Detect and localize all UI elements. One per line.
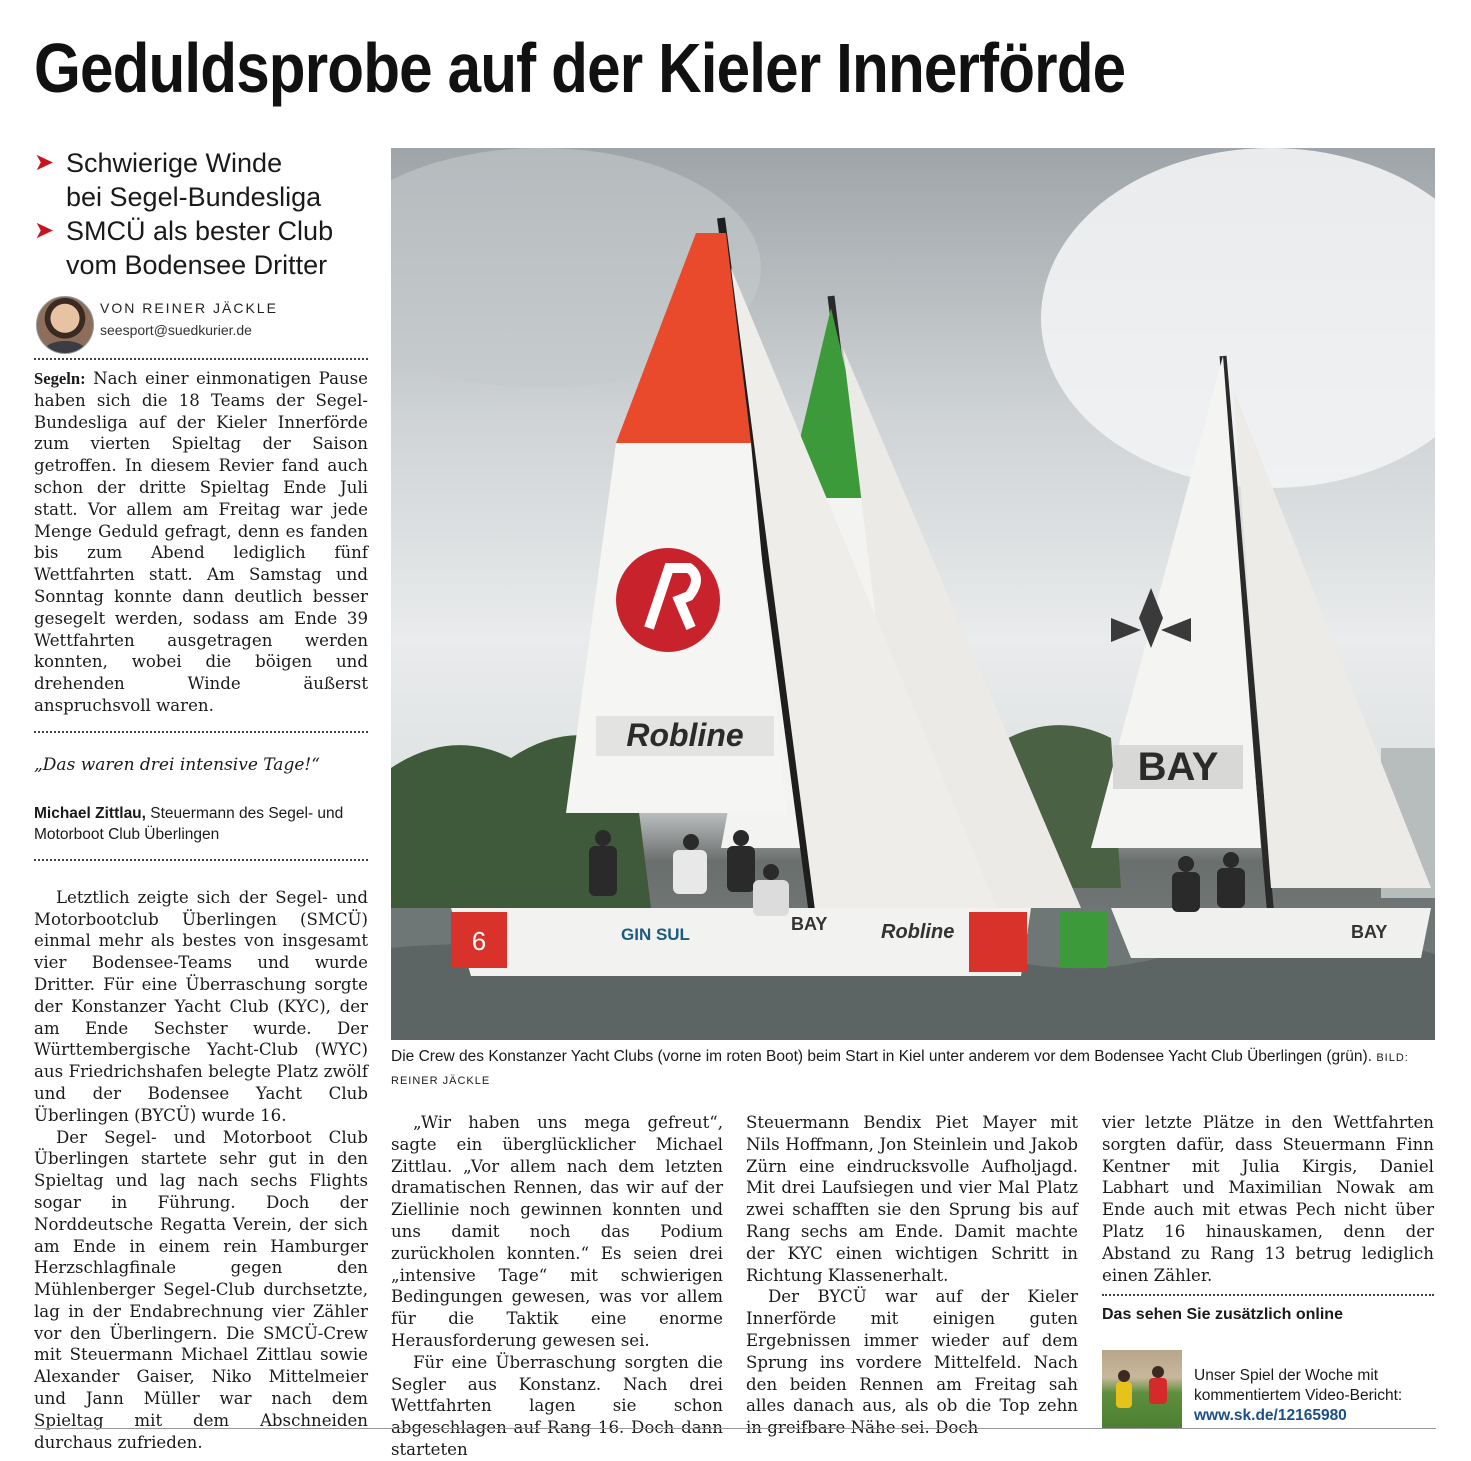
divider — [34, 358, 368, 360]
photo-credit: BILD: REINER JÄCKLE — [391, 1052, 1409, 1087]
regatta-photo — [391, 148, 1435, 1040]
quote-name: Michael Zittlau, — [34, 804, 146, 822]
body-paragraph: vier letzte Plätze in den Wettfahrten sorgten dafür, dass Steuermann Finn Kentner mit Julia Kirgis, Daniel Labhart und Maximilian Nowak am Ende auch mit etwas Pech nicht über Platz 16 hinauskamen, denn der Abstand zu Rang 13 betrug lediglich einen Zähler. — [1102, 1113, 1434, 1285]
body-paragraph: Letztlich zeigte sich der Segel- und Motorbootclub Überlingen (SMCÜ) einmal mehr als bestes von insgesamt vier Bodensee-Teams und wurde Dritter. Für eine Überraschung sorgte der Konstanzer Yacht Club (KYC), der am Ende Sechster wurde. Der Württembergische Yacht-Club (WYC) aus Friedrichshafen belegte Platz zwölf und der Bodensee Yacht Club Überlingen (BYCÜ) wurde 16. — [34, 887, 368, 1125]
online-promo[interactable] — [1102, 1350, 1434, 1430]
sailboats-illustration — [391, 148, 1435, 1040]
subhead-list — [34, 146, 368, 282]
lead-paragraph — [34, 368, 368, 717]
arrow-right-icon: ➤ — [34, 217, 55, 244]
hull-logo: BAY — [1351, 922, 1388, 942]
subhead-line: Schwierige Winde — [66, 148, 283, 178]
online-title: Das sehen Sie zusätzlich online — [1102, 1306, 1343, 1324]
column-3 — [746, 1112, 1078, 1439]
body-paragraph: Der Segel- und Motorboot Club Überlingen startete sehr gut in den Spieltag und lag nach sechs Flights sogar in Führung. Doch der Norddeutsche Regatta Verein, der sich am Ende in einem rein Hamburger Herzschlagfinale gegen den Mühlenberger Segel-Club durchsetzte, lag in der Endabrechnung vier Zähler vor den Überlingern. Die SMCÜ-Crew mit Steuermann Michael Zittlau sowie Alexander Gaiser, Niko Mittelmeier und Jann Müller war nach dem Spieltag mit dem Abschneiden durchaus zufrieden. — [34, 1127, 368, 1452]
lead-kicker: Segeln: — [34, 369, 86, 388]
hull-logo: GIN SUL — [621, 925, 690, 944]
column-2 — [391, 1112, 723, 1461]
sail-logo: BAY — [1137, 745, 1219, 789]
lead-text: Nach einer einmonatigen Pause haben sich die 18 Teams der Segel-Bundesliga auf der Kieler Innerförde zum vierten Spieltag der Saison getroffen. In diesem Revier fand auch schon der dritte Spieltag Ende Juli statt. Vor allem am Freitag war jede Menge Geduld gefragt, denn es fanden bis zum Abend lediglich fünf Wettfahrten statt. Am Samstag und Sonntag konnte dann deutlich besser gesegelt werden, sodass am Ende 39 Wettfahrten ausgetragen werden konnten, wobei die böigen und drehenden Winde äußerst anspruchsvoll waren. — [34, 369, 368, 715]
subhead-item — [34, 214, 368, 282]
bottom-rule — [34, 1428, 1436, 1429]
divider — [1102, 1294, 1434, 1296]
hull-logo: Robline — [881, 921, 955, 943]
body-paragraph: „Wir haben uns mega gefreut“, sagte ein überglücklicher Michael Zittlau. „Vor allem nach dem letzten dramatischen Rennen, das wir auf der Ziellinie noch gewinnen konnten und uns damit noch das Podium zurückholen konnten.“ Es seien drei „intensive Tage“ mit schwierigen Bedingungen gewesen, was vor allem für die Taktik eine enorme Herausforderung gewesen sei. — [391, 1113, 723, 1350]
body-paragraph: Für eine Überraschung sorgten die Segler aus Konstanz. Nach drei Wettfahrten lagen sie schon abgeschlagen auf Rang 16. Doch dann starteten — [391, 1352, 723, 1459]
subhead-line: bei Segel-Bundesliga — [66, 182, 322, 212]
divider — [34, 731, 368, 733]
quote-attribution — [34, 803, 368, 845]
online-promo-text — [1194, 1366, 1444, 1426]
subhead-line: vom Bodensee Dritter — [66, 250, 328, 280]
byline — [34, 296, 368, 358]
subhead-item — [34, 146, 368, 214]
photo-caption — [391, 1046, 1435, 1092]
author-avatar — [36, 296, 94, 354]
arrow-right-icon: ➤ — [34, 149, 55, 176]
pull-quote: „Das waren drei intensive Tage!“ — [34, 754, 320, 775]
soccer-thumbnail[interactable] — [1102, 1350, 1182, 1428]
subhead-line: SMCÜ als bester Club — [66, 216, 334, 246]
column-4 — [1102, 1112, 1434, 1430]
left-column — [34, 146, 368, 1453]
headline: Geduldsprobe auf der Kieler Innerförde — [34, 29, 1126, 107]
boat-number: 6 — [471, 926, 487, 956]
video-link[interactable]: www.sk.de/12165980 — [1194, 1407, 1347, 1425]
caption-text: Die Crew des Konstanzer Yacht Clubs (vorne im roten Boot) beim Start in Kiel unter anderem vor dem Bodensee Yacht Club Überlingen (grün). — [391, 1048, 1373, 1065]
body-paragraph: Steuermann Bendix Piet Mayer mit Nils Hoffmann, Jon Steinlein und Jakob Zürn eine eindrucksvolle Aufholjagd. Mit drei Laufsiegen und vier Mal Platz zwei schafften sie den Sprung bis auf Rang sechs am Ende. Damit machte der KYC einen wichtigen Schritt in Richtung Klassenerhalt. — [746, 1113, 1078, 1285]
sail-logo: Robline — [626, 717, 744, 753]
divider — [34, 859, 368, 861]
hull-logo: BAY — [791, 914, 828, 934]
author-name: VON REINER JÄCKLE — [100, 300, 278, 316]
quote-role: Steuermann des Segel- und Motorboot Club Überlingen — [34, 804, 344, 843]
author-email[interactable]: seesport@suedkurier.de — [100, 322, 252, 338]
promo-description: Unser Spiel der Woche mit kommentiertem Video-Bericht: — [1194, 1367, 1403, 1405]
body-paragraph: Der BYCÜ war auf der Kieler Innerförde mit einigen guten Ergebnissen immer wieder auf dem Sprung ins vordere Mittelfeld. Nach den beiden Rennen am Freitag sah alles danach aus, als ob die Top zehn in greifbare Nähe sei. Doch — [746, 1287, 1078, 1438]
